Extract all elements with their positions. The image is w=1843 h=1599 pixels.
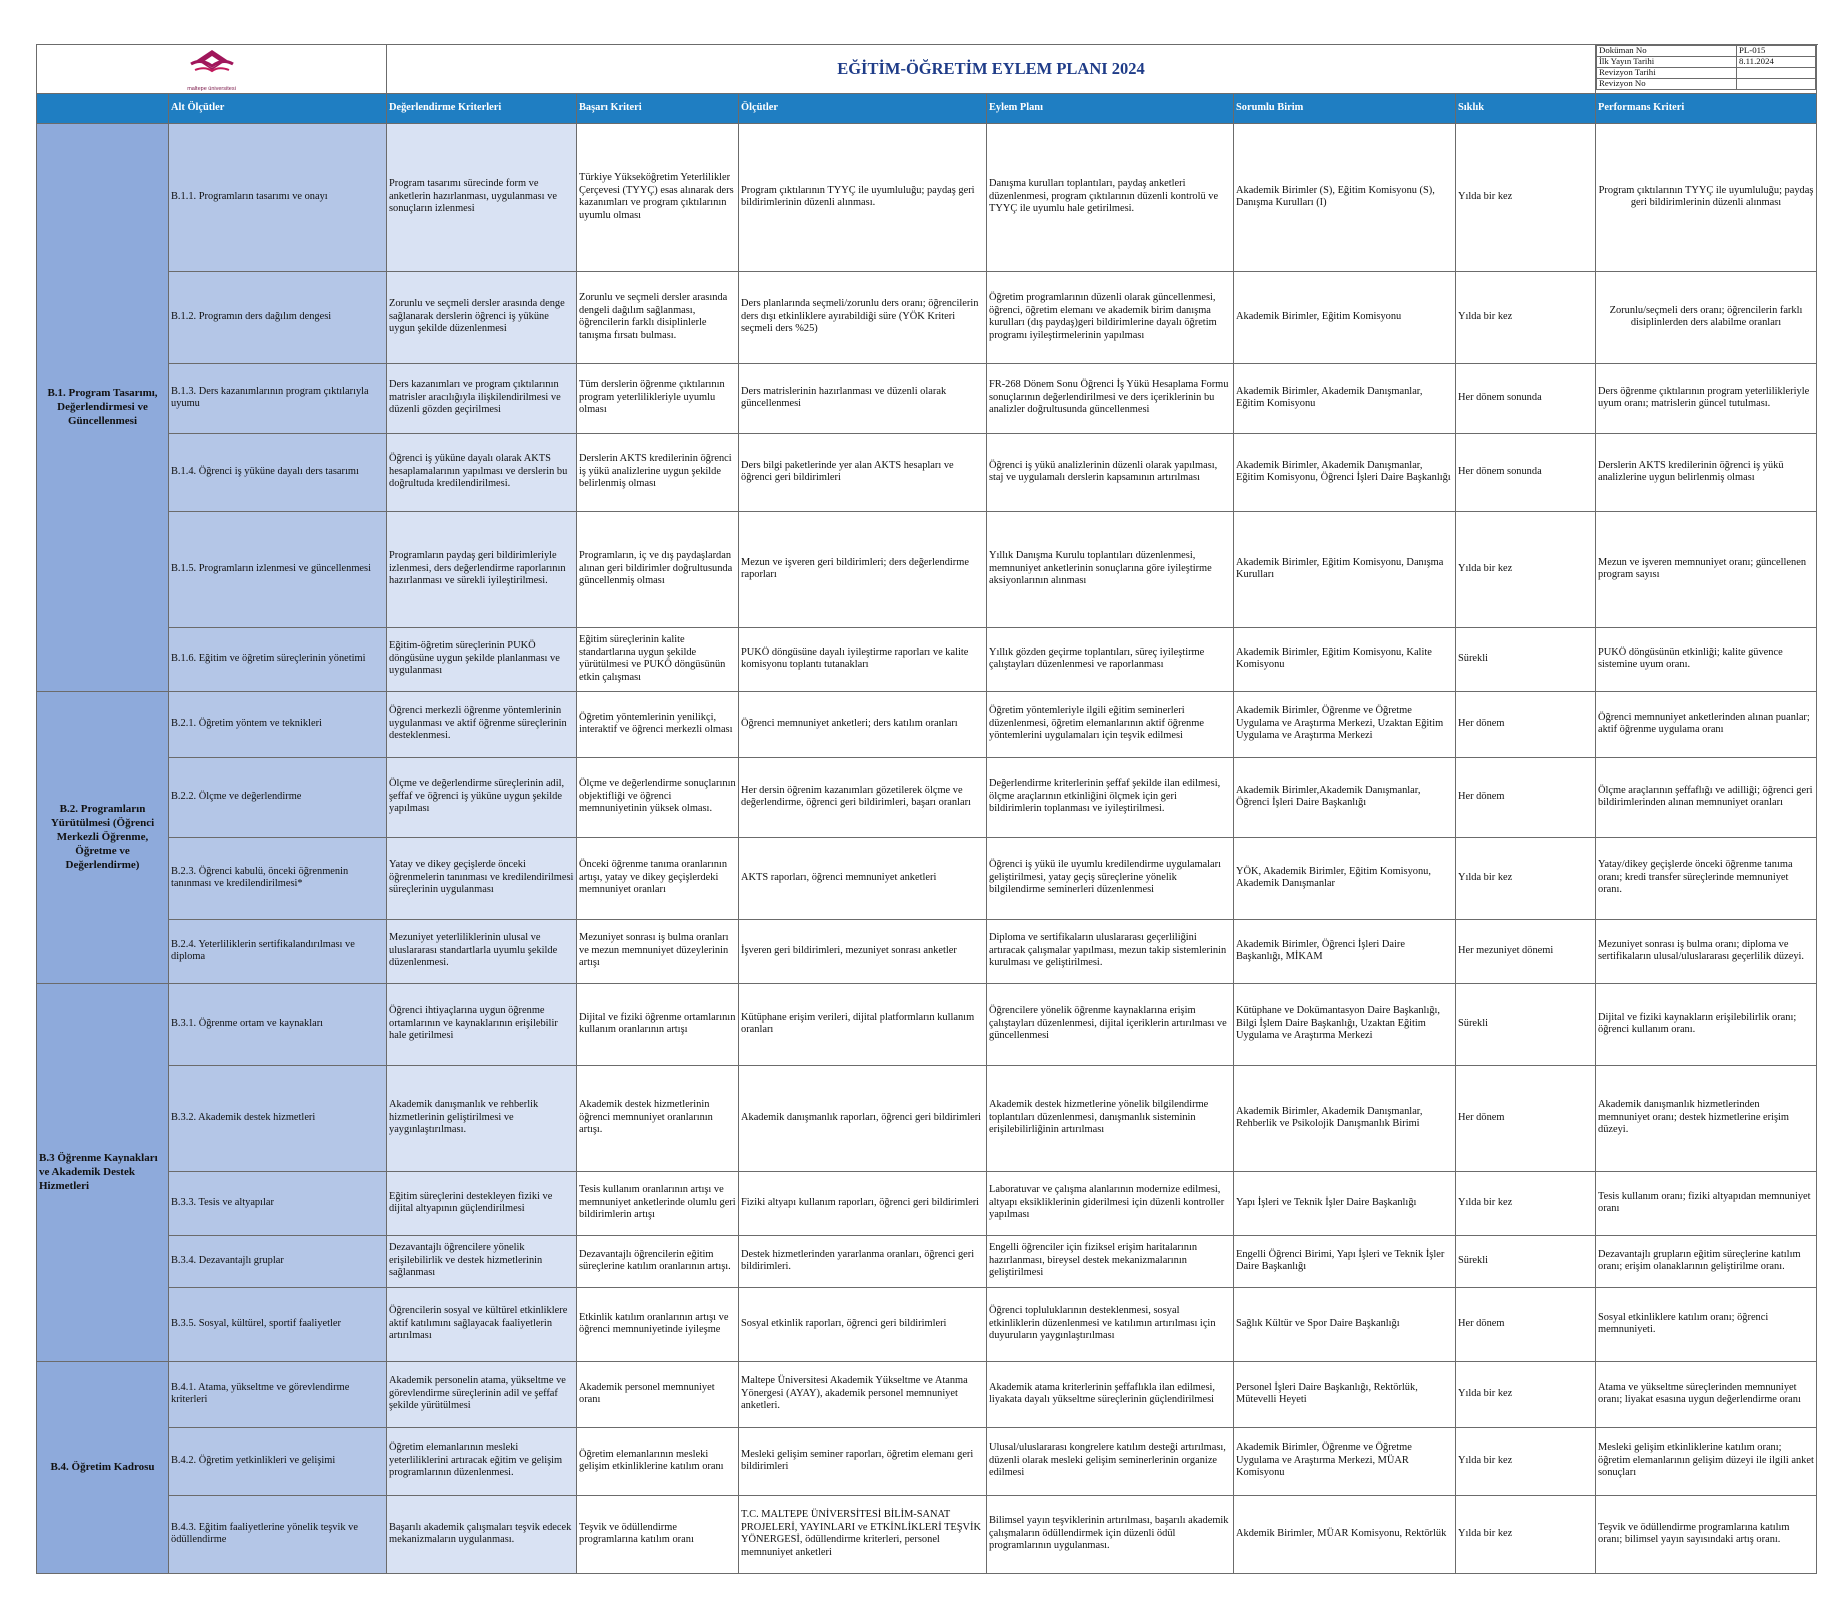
performans-kriteri-cell: Zorunlu/seçmeli ders oranı; öğrencilerin farklı disiplinlerden ders alabilme oranları [1596,271,1817,363]
group-title-cell: B.3 Öğrenme Kaynakları ve Akademik Destek Hizmetleri [37,983,169,1361]
olcut-cell: Her dersin öğrenim kazanımları gözetilerek ölçme ve değerlendirme, öğrenci geri bildirimleri, başarı oranları [739,757,987,837]
basari-kriteri-cell: Akademik destek hizmetlerinin öğrenci memnuniyet oranlarının artışı. [577,1065,739,1171]
eylem-plani-cell: Bilimsel yayın teşviklerinin artırılması, başarılı akademik çalışmaların ödüllendirmek için düzenli ödül programlarının uygulanması. [987,1495,1234,1573]
column-header: Eylem Planı [987,93,1234,123]
table-row [37,511,1817,627]
alt-olcut-cell: B.1.1. Programların tasarımı ve onayı [169,123,387,271]
meta-row [1597,57,1816,68]
column-header: Değerlendirme Kriterleri [387,93,577,123]
degerlendirme-kriteri-cell: Dezavantajlı öğrencilere yönelik erişilebilirlik ve destek hizmetlerinin sağlanması [387,1235,577,1287]
siklik-cell: Yılda bir kez [1456,271,1596,363]
basari-kriteri-cell: Önceki öğrenme tanıma oranlarının artışı, yatay ve dikey geçişlerdeki memnuniyet oranları [577,837,739,919]
sorumlu-birim-cell: Akademik Birimler, Akademik Danışmanlar, Eğitim Komisyonu [1234,363,1456,433]
sorumlu-birim-cell: Akademik Birimler, Akademik Danışmanlar, Rehberlik ve Psikolojik Danışmanlık Birimi [1234,1065,1456,1171]
eylem-plani-cell: Öğrenci iş yükü ile uyumlu kredilendirme uygulamaları geliştirilmesi, yatay geçiş süreçlerine yönelik bilgilendirme seminerleri düzenlenmesi [987,837,1234,919]
document-meta [1596,45,1817,94]
performans-kriteri-cell: Atama ve yükseltme süreçlerinden memnuniyet oranı; liyakat esasına uygun değerlendirme oranı [1596,1361,1817,1427]
meta-label: İlk Yayın Tarihi [1597,57,1737,68]
sorumlu-birim-cell: Engelli Öğrenci Birimi, Yapı İşleri ve Teknik İşler Daire Başkanlığı [1234,1235,1456,1287]
olcut-cell: AKTS raporları, öğrenci memnuniyet anketleri [739,837,987,919]
group-title-cell: B.4. Öğretim Kadrosu [37,1361,169,1573]
basari-kriteri-cell: Derslerin AKTS kredilerinin öğrenci iş yükü analizlerine uygun şekilde belirlenmiş olması [577,433,739,511]
basari-kriteri-cell: Eğitim süreçlerinin kalite standartlarına uygun şekilde yürütülmesi ve PUKÖ döngüsünün etkin çalışması [577,627,739,691]
table-row [37,433,1817,511]
sorumlu-birim-cell: Akademik Birimler, Öğrenme ve Öğretme Uygulama ve Araştırma Merkezi, Uzaktan Eğitim Uygulama ve Araştırma Merkezi [1234,691,1456,757]
meta-value: 8.11.2024 [1737,57,1816,68]
table-row [37,983,1817,1065]
alt-olcut-cell: B.2.1. Öğretim yöntem ve teknikleri [169,691,387,757]
siklik-cell: Her dönem [1456,757,1596,837]
alt-olcut-cell: B.3.3. Tesis ve altyapılar [169,1171,387,1235]
table-row [37,1235,1817,1287]
basari-kriteri-cell: Etkinlik katılım oranlarının artışı ve öğrenci memnuniyetinde iyileşme [577,1287,739,1361]
alt-olcut-cell: B.1.3. Ders kazanımlarının program çıktılarıyla uyumu [169,363,387,433]
sorumlu-birim-cell: Yapı İşleri ve Teknik İşler Daire Başkanlığı [1234,1171,1456,1235]
olcut-cell: Ders bilgi paketlerinde yer alan AKTS hesapları ve öğrenci geri bildirimleri [739,433,987,511]
sorumlu-birim-cell: Akademik Birimler,Akademik Danışmanlar, Öğrenci İşleri Daire Başkanlığı [1234,757,1456,837]
sorumlu-birim-cell: Sağlık Kültür ve Spor Daire Başkanlığı [1234,1287,1456,1361]
table-row [37,1287,1817,1361]
eylem-plani-cell: Engelli öğrenciler için fiziksel erişim haritalarının hazırlanması, bireysel destek mekanizmalarının geliştirilmesi [987,1235,1234,1287]
document-meta-table [1596,45,1816,90]
eylem-plani-cell: Laboratuvar ve çalışma alanlarının modernize edilmesi, altyapı eksikliklerinin giderilmesi için düzenli kontroller yapılması [987,1171,1234,1235]
olcut-cell: Kütüphane erişim verileri, dijital platformların kullanım oranları [739,983,987,1065]
column-header: Sıklık [1456,93,1596,123]
basari-kriteri-cell: Tüm derslerin öğrenme çıktılarının program yeterlilikleriyle uyumlu olması [577,363,739,433]
meta-label: Doküman No [1597,46,1737,57]
eylem-plani-cell: Akademik atama kriterlerinin şeffaflıkla ilan edilmesi, liyakata dayalı yükseltme süreçlerinin güçlendirilmesi [987,1361,1234,1427]
olcut-cell: Ders matrislerinin hazırlanması ve düzenli olarak güncellenmesi [739,363,987,433]
degerlendirme-kriteri-cell: Öğrenci iş yüküne dayalı olarak AKTS hesaplamalarının yapılması ve derslerin bu doğrultuda kredilendirilmesi. [387,433,577,511]
degerlendirme-kriteri-cell: Zorunlu ve seçmeli dersler arasında denge sağlanarak derslerin öğrenci iş yüküne uygun şekilde düzenlenmesi [387,271,577,363]
performans-kriteri-cell: Tesis kullanım oranı; fiziki altyapıdan memnuniyet oranı [1596,1171,1817,1235]
basari-kriteri-cell: Öğretim elemanlarının mesleki gelişim etkinliklerine katılım oranı [577,1427,739,1495]
alt-olcut-cell: B.3.5. Sosyal, kültürel, sportif faaliyetler [169,1287,387,1361]
alt-olcut-cell: B.4.2. Öğretim yetkinlikleri ve gelişimi [169,1427,387,1495]
eylem-plani-cell: Diploma ve sertifikaların uluslararası geçerliliğini artıracak çalışmalar yapılması, mezun takip sistemlerinin kurulması ve geliştirilmesi. [987,919,1234,983]
performans-kriteri-cell: Dezavantajlı grupların eğitim süreçlerine katılım oranı; erişim olanaklarının geliştirilme oranı. [1596,1235,1817,1287]
table-row [37,757,1817,837]
performans-kriteri-cell: Öğrenci memnuniyet anketlerinden alınan puanlar; aktif öğrenme uygulama oranı [1596,691,1817,757]
sorumlu-birim-cell: Akademik Birimler, Eğitim Komisyonu [1234,271,1456,363]
performans-kriteri-cell: Ölçme araçlarının şeffaflığı ve adilliği; öğrenci geri bildirimlerinden alınan memnuniyet oranları [1596,757,1817,837]
eylem-plani-cell: Danışma kurulları toplantıları, paydaş anketleri düzenlenmesi, program çıktılarının düzenli kontrolü ve TYYÇ ile uyumlu hale getirilmesi. [987,123,1234,271]
siklik-cell: Yılda bir kez [1456,511,1596,627]
basari-kriteri-cell: Akademik personel memnuniyet oranı [577,1361,739,1427]
alt-olcut-cell: B.4.3. Eğitim faaliyetlerine yönelik teşvik ve ödüllendirme [169,1495,387,1573]
column-header-blank [37,93,169,123]
basari-kriteri-cell: Tesis kullanım oranlarının artışı ve memnuniyet anketlerinde olumlu geri bildirimlerin artışı [577,1171,739,1235]
meta-label: Revizyon Tarihi [1597,68,1737,79]
meta-value [1737,79,1816,90]
siklik-cell: Yılda bir kez [1456,837,1596,919]
alt-olcut-cell: B.3.2. Akademik destek hizmetleri [169,1065,387,1171]
alt-olcut-cell: B.2.2. Ölçme ve değerlendirme [169,757,387,837]
eylem-plani-cell: Öğrenci topluluklarının desteklenmesi, sosyal etkinliklerin düzenlenmesi ve katılımın artırılması için duyuruların yaygınlaştırılması [987,1287,1234,1361]
performans-kriteri-cell: Mesleki gelişim etkinliklerine katılım oranı; öğretim elemanlarının gelişim düzeyi ile ilgili anket sonuçları [1596,1427,1817,1495]
degerlendirme-kriteri-cell: Programların paydaş geri bildirimleriyle izlenmesi, ders değerlendirme raporlarının hazırlanması ve sürekli iyileştirilmesi. [387,511,577,627]
degerlendirme-kriteri-cell: Eğitim süreçlerini destekleyen fiziki ve dijital altyapının güçlendirilmesi [387,1171,577,1235]
siklik-cell: Yılda bir kez [1456,1361,1596,1427]
basari-kriteri-cell: Programların, iç ve dış paydaşlardan alınan geri bildirimler doğrultusunda güncellenmiş olması [577,511,739,627]
eylem-plani-cell: Öğretim yöntemleriyle ilgili eğitim seminerleri düzenlenmesi, öğretim elemanlarının aktif öğrenme yöntemlerini uygulamaları için teşvik edilmesi [987,691,1234,757]
siklik-cell: Sürekli [1456,1235,1596,1287]
degerlendirme-kriteri-cell: Akademik danışmanlık ve rehberlik hizmetlerinin geliştirilmesi ve yaygınlaştırılması. [387,1065,577,1171]
eylem-plani-cell: Öğretim programlarının düzenli olarak güncellenmesi, öğrenci, öğretim elemanı ve akademik birim danışma kurulları (dış paydaş)geri bildirimlerine dayalı öğretim programı iyileştirmelerinin yapılması [987,271,1234,363]
alt-olcut-cell: B.3.4. Dezavantajlı gruplar [169,1235,387,1287]
eylem-plani-cell: Değerlendirme kriterlerinin şeffaf şekilde ilan edilmesi, ölçme araçlarının etkinliğini ölçmek için geri bildirimlerin toplanması ve iyileştirilmesi. [987,757,1234,837]
degerlendirme-kriteri-cell: Öğrenci merkezli öğrenme yöntemlerinin uygulanması ve aktif öğrenme süreçlerinin desteklenmesi. [387,691,577,757]
olcut-cell: Maltepe Üniversitesi Akademik Yükseltme ve Atanma Yönergesi (AYAY), akademik personel memnuniyet anketleri. [739,1361,987,1427]
olcut-cell: İşveren geri bildirimleri, mezuniyet sonrası anketler [739,919,987,983]
degerlendirme-kriteri-cell: Yatay ve dikey geçişlerde önceki öğrenmelerin tanınması ve kredilendirilmesi süreçlerinin uygulanması [387,837,577,919]
siklik-cell: Sürekli [1456,983,1596,1065]
column-header: Performans Kriteri [1596,93,1817,123]
performans-kriteri-cell: Derslerin AKTS kredilerinin öğrenci iş yükü analizlerine uygun belirlenmiş olması [1596,433,1817,511]
alt-olcut-cell: B.4.1. Atama, yükseltme ve görevlendirme kriterleri [169,1361,387,1427]
basari-kriteri-cell: Öğretim yöntemlerinin yenilikçi, interaktif ve öğrenci merkezli olması [577,691,739,757]
sorumlu-birim-cell: Akademik Birimler, Öğrenme ve Öğretme Uygulama ve Araştırma Merkezi, MÜAR Komisyonu [1234,1427,1456,1495]
olcut-cell: Destek hizmetlerinden yararlanma oranları, öğrenci geri bildirimleri. [739,1235,987,1287]
basari-kriteri-cell: Türkiye Yükseköğretim Yeterlilikler Çerçevesi (TYYÇ) esas alınarak ders kazanımları ve program çıktılarının uyumlu olması [577,123,739,271]
performans-kriteri-cell: Dijital ve fiziki kaynakların erişilebilirlik oranı; öğrenci kullanım oranı. [1596,983,1817,1065]
degerlendirme-kriteri-cell: Ders kazanımları ve program çıktılarının matrisler aracılığıyla ilişkilendirilmesi ve düzenli gözden geçirilmesi [387,363,577,433]
sorumlu-birim-cell: Akademik Birimler, Öğrenci İşleri Daire Başkanlığı, MİKAM [1234,919,1456,983]
alt-olcut-cell: B.1.2. Programın ders dağılım dengesi [169,271,387,363]
basari-kriteri-cell: Teşvik ve ödüllendirme programlarına katılım oranı [577,1495,739,1573]
olcut-cell: Sosyal etkinlik raporları, öğrenci geri bildirimleri [739,1287,987,1361]
performans-kriteri-cell: Mezun ve işveren memnuniyet oranı; güncellenen program sayısı [1596,511,1817,627]
siklik-cell: Yılda bir kez [1456,1427,1596,1495]
table-row [37,271,1817,363]
table-row [37,123,1817,271]
siklik-cell: Sürekli [1456,627,1596,691]
group-title-cell: B.1. Program Tasarımı, Değerlendirmesi ve Güncellenmesi [37,123,169,691]
basari-kriteri-cell: Dijital ve fiziki öğrenme ortamlarının kullanım oranlarının artışı [577,983,739,1065]
siklik-cell: Her dönem [1456,1287,1596,1361]
siklik-cell: Yılda bir kez [1456,123,1596,271]
table-row [37,691,1817,757]
table-row [37,919,1817,983]
sorumlu-birim-cell: Akademik Birimler, Eğitim Komisyonu, Danışma Kurulları [1234,511,1456,627]
olcut-cell: PUKÖ döngüsüne dayalı iyileştirme raporları ve kalite komisyonu toplantı tutanakları [739,627,987,691]
siklik-cell: Her dönem [1456,691,1596,757]
alt-olcut-cell: B.2.4. Yeterliliklerin sertifikalandırılması ve diploma [169,919,387,983]
performans-kriteri-cell: Akademik danışmanlık hizmetlerinden memnuniyet oranı; destek hizmetlerine erişim düzeyi. [1596,1065,1817,1171]
eylem-plani-cell: Akademik destek hizmetlerine yönelik bilgilendirme toplantıları düzenlenmesi, danışmanlık sisteminin erişilebilirliğinin artırılması [987,1065,1234,1171]
column-header: Sorumlu Birim [1234,93,1456,123]
degerlendirme-kriteri-cell: Öğrenci ihtiyaçlarına uygun öğrenme ortamlarının ve kaynaklarının erişilebilir hale getirilmesi [387,983,577,1065]
group-title-cell: B.2. Programların Yürütülmesi (Öğrenci Merkezli Öğrenme, Öğretme ve Değerlendirme) [37,691,169,983]
degerlendirme-kriteri-cell: Program tasarımı sürecinde form ve anketlerin hazırlanması, uygulanması ve sonuçların izlenmesi [387,123,577,271]
sorumlu-birim-cell: Akademik Birimler, Eğitim Komisyonu, Kalite Komisyonu [1234,627,1456,691]
olcut-cell: Fiziki altyapı kullanım raporları, öğrenci geri bildirimleri [739,1171,987,1235]
degerlendirme-kriteri-cell: Başarılı akademik çalışmaları teşvik edecek mekanizmaların uygulanması. [387,1495,577,1573]
sorumlu-birim-cell: Akdemik Birimler, MÜAR Komisyonu, Rektörlük [1234,1495,1456,1573]
page-title: EĞİTİM-ÖĞRETİM EYLEM PLANI 2024 [387,45,1596,94]
sorumlu-birim-cell: Akademik Birimler, Akademik Danışmanlar, Eğitim Komisyonu, Öğrenci İşleri Daire Başkanlığı [1234,433,1456,511]
basari-kriteri-cell: Dezavantajlı öğrencilerin eğitim süreçlerine katılım oranlarının artışı. [577,1235,739,1287]
eylem-plani-cell: Öğrenci iş yükü analizlerinin düzenli olarak yapılması, staj ve uygulamalı derslerin kapsamının artırılması [987,433,1234,511]
olcut-cell: Öğrenci memnuniyet anketleri; ders katılım oranları [739,691,987,757]
degerlendirme-kriteri-cell: Eğitim-öğretim süreçlerinin PUKÖ döngüsüne uygun şekilde planlanması ve uygulanması [387,627,577,691]
degerlendirme-kriteri-cell: Öğrencilerin sosyal ve kültürel etkinliklere aktif katılımını sağlayacak faaliyetlerin artırılması [387,1287,577,1361]
performans-kriteri-cell: Teşvik ve ödüllendirme programlarına katılım oranı; bilimsel yayın sayısındaki artış oranı. [1596,1495,1817,1573]
performans-kriteri-cell: Yatay/dikey geçişlerde önceki öğrenme tanıma oranı; kredi transfer süreçlerinde memnuniyet oranı. [1596,837,1817,919]
logo-cell [37,45,387,94]
performans-kriteri-cell: Ders öğrenme çıktılarının program yeterlilikleriyle uyum oranı; matrislerin güncel tutulması. [1596,363,1817,433]
table-row [37,1065,1817,1171]
alt-olcut-cell: B.2.3. Öğrenci kabulü, önceki öğrenmenin tanınması ve kredilendirilmesi* [169,837,387,919]
olcut-cell: Program çıktılarının TYYÇ ile uyumluluğu; paydaş geri bildirimlerinin düzenli alınması. [739,123,987,271]
column-header-row [37,93,1817,123]
siklik-cell: Yılda bir kez [1456,1495,1596,1573]
table-row [37,1171,1817,1235]
alt-olcut-cell: B.3.1. Öğrenme ortam ve kaynakları [169,983,387,1065]
sorumlu-birim-cell: Kütüphane ve Dokümantasyon Daire Başkanlığı, Bilgi İşlem Daire Başkanlığı, Uzaktan Eğitim Uygulama ve Araştırma Merkezi [1234,983,1456,1065]
table-row [37,1427,1817,1495]
meta-value: PL-015 [1737,46,1816,57]
degerlendirme-kriteri-cell: Ölçme ve değerlendirme süreçlerinin adil, şeffaf ve öğrenci iş yüküne uygun şekilde yapılması [387,757,577,837]
alt-olcut-cell: B.1.4. Öğrenci iş yüküne dayalı ders tasarımı [169,433,387,511]
degerlendirme-kriteri-cell: Öğretim elemanlarının mesleki yeterliliklerini artıracak eğitim ve gelişim programlarının düzenlenmesi. [387,1427,577,1495]
university-logo-icon [177,46,247,84]
degerlendirme-kriteri-cell: Akademik personelin atama, yükseltme ve görevlendirme süreçlerinin adil ve şeffaf şekilde yürütülmesi [387,1361,577,1427]
eylem-plani-cell: Yıllık gözden geçirme toplantıları, süreç iyileştirme çalıştayları düzenlenmesi ve raporlanması [987,627,1234,691]
table-row [37,1361,1817,1427]
olcut-cell: Mesleki gelişim seminer raporları, öğretim elemanı geri bildirimleri [739,1427,987,1495]
eylem-plani-cell: Öğrencilere yönelik öğrenme kaynaklarına erişim çalıştayları düzenlenmesi, dijital içeriklerin artırılması ve güncellenmesi [987,983,1234,1065]
sorumlu-birim-cell: Personel İşleri Daire Başkanlığı, Rektörlük, Mütevelli Heyeti [1234,1361,1456,1427]
basari-kriteri-cell: Mezuniyet sonrası iş bulma oranları ve mezun memnuniyet düzeylerinin artışı [577,919,739,983]
column-header: Başarı Kriteri [577,93,739,123]
meta-row [1597,46,1816,57]
eylem-plani-cell: Ulusal/uluslararası kongrelere katılım desteği artırılması, düzenli olarak mesleki gelişim seminerlerinin organize edilmesi [987,1427,1234,1495]
performans-kriteri-cell: Sosyal etkinliklere katılım oranı; öğrenci memnuniyeti. [1596,1287,1817,1361]
siklik-cell: Her dönem sonunda [1456,363,1596,433]
performans-kriteri-cell: Program çıktılarının TYYÇ ile uyumluluğu; paydaş geri bildirimlerinin düzenli alınması [1596,123,1817,271]
meta-row [1597,68,1816,79]
siklik-cell: Her dönem [1456,1065,1596,1171]
sorumlu-birim-cell: Akademik Birimler (S), Eğitim Komisyonu (S), Danışma Kurulları (I) [1234,123,1456,271]
degerlendirme-kriteri-cell: Mezuniyet yeterliliklerinin ulusal ve uluslararası standartlarla uyumlu şekilde düzenlenmesi. [387,919,577,983]
siklik-cell: Her mezuniyet dönemi [1456,919,1596,983]
alt-olcut-cell: B.1.6. Eğitim ve öğretim süreçlerinin yönetimi [169,627,387,691]
siklik-cell: Yılda bir kez [1456,1171,1596,1235]
table-row [37,363,1817,433]
meta-value [1737,68,1816,79]
document-header-row [37,45,1817,94]
alt-olcut-cell: B.1.5. Programların izlenmesi ve güncellenmesi [169,511,387,627]
meta-row [1597,79,1816,90]
olcut-cell: Akademik danışmanlık raporları, öğrenci geri bildirimleri [739,1065,987,1171]
performans-kriteri-cell: Mezuniyet sonrası iş bulma oranı; diploma ve sertifikaların ulusal/uluslararası geçerlilik düzeyi. [1596,919,1817,983]
action-plan-table [36,44,1817,1574]
eylem-plani-cell: Yıllık Danışma Kurulu toplantıları düzenlenmesi, memnuniyet anketlerinin sonuçlarına göre iyileştirme aksiyonlarının alınması [987,511,1234,627]
olcut-cell: T.C. MALTEPE ÜNİVERSİTESİ BİLİM-SANAT PROJELERİ, YAYINLARI ve ETKİNLİKLERİ TEŞVİK YÖNERGESİ, ödüllendirme kriterleri, personel memnuniyet anketleri [739,1495,987,1573]
basari-kriteri-cell: Zorunlu ve seçmeli dersler arasında dengeli dağılım sağlanması, öğrencilerin farklı disiplinlerle tanışma fırsatı bulması. [577,271,739,363]
table-row [37,837,1817,919]
column-header: Ölçütler [739,93,987,123]
meta-label: Revizyon No [1597,79,1737,90]
olcut-cell: Mezun ve işveren geri bildirimleri; ders değerlendirme raporları [739,511,987,627]
eylem-plani-cell: FR-268 Dönem Sonu Öğrenci İş Yükü Hesaplama Formu sonuçlarının değerlendirilmesi ve ders içeriklerinin bu analizler doğrultusunda güncellenmesi [987,363,1234,433]
basari-kriteri-cell: Ölçme ve değerlendirme sonuçlarının objektifliği ve öğrenci memnuniyetinin yüksek olması. [577,757,739,837]
siklik-cell: Her dönem sonunda [1456,433,1596,511]
table-row [37,1495,1817,1573]
table-row [37,627,1817,691]
olcut-cell: Ders planlarında seçmeli/zorunlu ders oranı; öğrencilerin ders dışı etkinliklere ayırabildiği süre (YÖK Kriteri seçmeli ders %25) [739,271,987,363]
performans-kriteri-cell: PUKÖ döngüsünün etkinliği; kalite güvence sistemine uyum oranı. [1596,627,1817,691]
logo-text: maltepe üniversitesi [187,85,236,92]
sorumlu-birim-cell: YÖK, Akademik Birimler, Eğitim Komisyonu, Akademik Danışmanlar [1234,837,1456,919]
column-header: Alt Ölçütler [169,93,387,123]
